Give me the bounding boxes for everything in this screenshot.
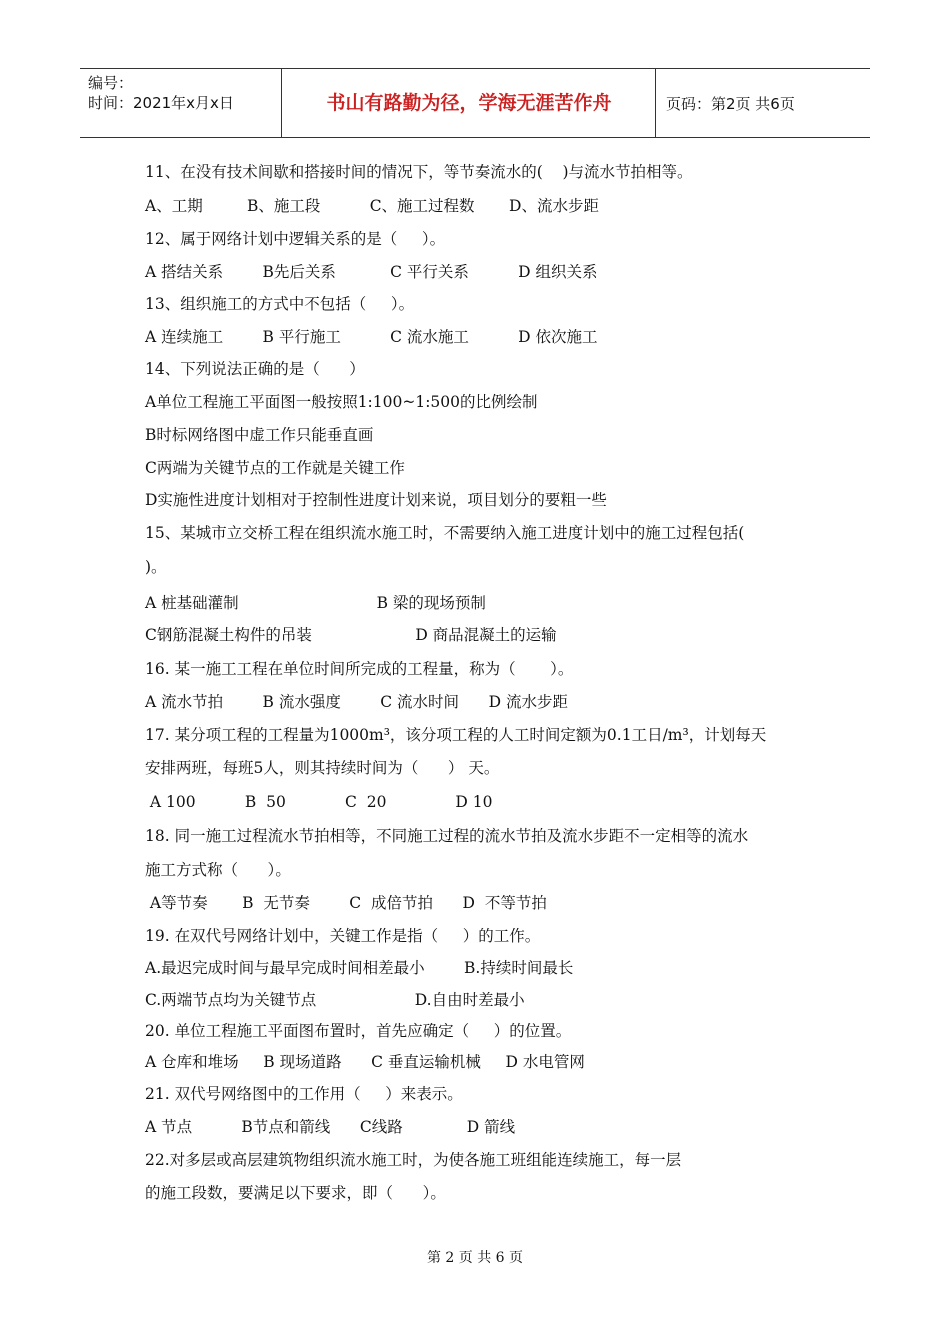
header-divider-right xyxy=(655,69,656,137)
line-q20: 20. 单位工程施工平面图布置时，首先应确定（ ）的位置。 xyxy=(145,1022,572,1040)
line-q19-cd: C.两端节点均为关键节点 D.自由时差最小 xyxy=(145,991,525,1009)
line-q15-cont: )。 xyxy=(145,558,167,576)
line-q19: 19. 在双代号网络计划中，关键工作是指（ ）的工作。 xyxy=(145,927,541,945)
line-q12-opt: A 搭结关系 B先后关系 C 平行关系 D 组织关系 xyxy=(145,263,598,281)
header-meta xyxy=(88,73,234,113)
line-q11-opt: A、工期 B、施工段 C、施工过程数 D、流水步距 xyxy=(145,197,599,215)
line-q14-b: B时标网络图中虚工作只能垂直画 xyxy=(145,426,374,444)
number-label: 编号： xyxy=(88,74,134,92)
line-q14-a: A单位工程施工平面图一般按照1:100~1:500的比例绘制 xyxy=(145,393,538,411)
line-q14-d: D实施性进度计划相对于控制性进度计划来说，项目划分的要粗一些 xyxy=(145,491,607,509)
line-q18-cont: 施工方式称（ ）。 xyxy=(145,861,291,879)
date-label: 时间：2021年x月x日 xyxy=(88,94,234,112)
line-q22: 22.对多层或高层建筑物组织流水施工时，为使各施工班组能连续施工，每一层 xyxy=(145,1151,682,1169)
line-q15-ab: A 桩基础灌制 B 梁的现场预制 xyxy=(145,594,486,612)
line-q21-opt: A 节点 B节点和箭线 C线路 D 箭线 xyxy=(145,1118,516,1136)
header-motto: 书山有路勤为径，学海无涯苦作舟 xyxy=(326,92,612,114)
line-q19-ab: A.最迟完成时间与最早完成时间相差最小 B.持续时间最长 xyxy=(145,959,574,977)
line-q14: 14、下列说法正确的是（ ） xyxy=(145,360,365,378)
line-q16-opt: A 流水节拍 B 流水强度 C 流水时间 D 流水步距 xyxy=(145,693,568,711)
line-q14-c: C两端为关键节点的工作就是关键工作 xyxy=(145,459,405,477)
header-divider-left xyxy=(281,69,282,137)
line-q17-opt: A 100 B 50 C 20 D 10 xyxy=(145,793,493,811)
line-q21: 21. 双代号网络图中的工作用（ ）来表示。 xyxy=(145,1085,463,1103)
line-q15: 15、某城市立交桥工程在组织流水施工时，不需要纳入施工进度计划中的施工过程包括( xyxy=(145,524,745,542)
page-footer: 第 2 页 共 6 页 xyxy=(426,1250,524,1266)
line-q20-opt: A 仓库和堆场 B 现场道路 C 垂直运输机械 D 水电管网 xyxy=(145,1053,585,1071)
line-q22-cont: 的施工段数，要满足以下要求，即（ ）。 xyxy=(145,1184,446,1202)
line-q13-opt: A 连续施工 B 平行施工 C 流水施工 D 依次施工 xyxy=(145,328,598,346)
line-q12: 12、属于网络计划中逻辑关系的是（ ）。 xyxy=(145,230,446,248)
line-q17-cont: 安排两班，每班5人，则其持续时间为（ ） 天。 xyxy=(145,759,500,777)
line-q18: 18. 同一施工过程流水节拍相等，不同施工过程的流水节拍及流水步距不一定相等的流水 xyxy=(145,827,749,845)
line-q13: 13、组织施工的方式中不包括（ ）。 xyxy=(145,295,415,313)
header-page-label: 页码：第2页 共6页 xyxy=(666,95,795,113)
line-q15-cd: C钢筋混凝土构件的吊装 D 商品混凝土的运输 xyxy=(145,626,557,644)
line-q11: 11、在没有技术间歇和搭接时间的情况下，等节奏流水的( )与流水节拍相等。 xyxy=(145,163,693,181)
line-q18-opt: A等节奏 B 无节奏 C 成倍节拍 D 不等节拍 xyxy=(145,894,547,912)
line-q16: 16. 某一施工工程在单位时间所完成的工程量，称为（ ）。 xyxy=(145,660,574,678)
page-header xyxy=(80,68,870,138)
line-q17: 17. 某分项工程的工程量为1000m³，该分项工程的人工时间定额为0.1工日/m³，计划每天 xyxy=(145,726,767,744)
